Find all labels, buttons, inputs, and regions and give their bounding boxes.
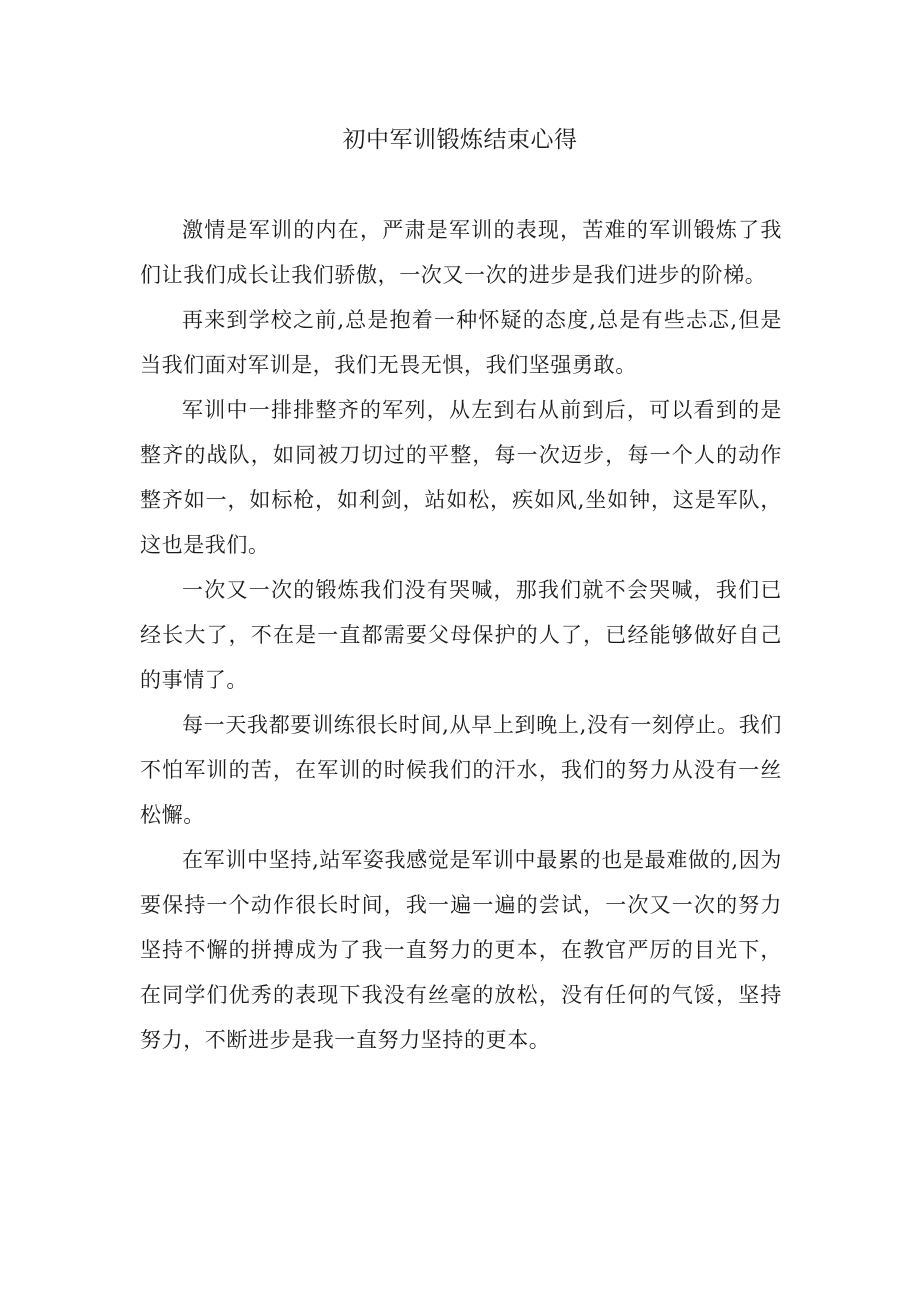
document-body (140, 208, 782, 1063)
paragraph: 每一天我都要训练很长时间,从早上到晚上,没有一刻停止。我们不怕军训的苦，在军训的时候我们的汗水，我们的努力从没有一丝松懈。 (140, 713, 782, 827)
document-title: 初中军训锻炼结束心得 (342, 127, 578, 153)
paragraph: 军训中一排排整齐的军列，从左到右从前到后，可以看到的是整齐的战队，如同被刀切过的平整，每一次迈步，每一个人的动作整齐如一，如标枪，如利剑，站如松，疾如风,坐如钟，这是军队，这也是我们。 (140, 398, 782, 557)
paragraph: 一次又一次的锻炼我们没有哭喊，那我们就不会哭喊，我们已经长大了，不在是一直都需要父母保护的人了，已经能够做好自己的事情了。 (140, 578, 782, 692)
paragraph: 再来到学校之前,总是抱着一种怀疑的态度,总是有些忐忑,但是当我们面对军训是，我们无畏无惧，我们坚强勇敢。 (140, 308, 782, 377)
paragraph: 在军训中坚持,站军姿我感觉是军训中最累的也是最难做的,因为要保持一个动作很长时间，我一遍一遍的尝试，一次又一次的努力坚持不懈的拼搏成为了我一直努力的更本，在教官严厉的目光下，在同学们优秀的表现下我没有丝毫的放松，没有任何的气馁，坚持努力，不断进步是我一直努力坚持的更本。 (140, 848, 782, 1052)
paragraph: 激情是军训的内在，严肃是军训的表现，苦难的军训锻炼了我们让我们成长让我们骄傲，一次又一次的进步是我们进步的阶梯。 (140, 218, 782, 287)
